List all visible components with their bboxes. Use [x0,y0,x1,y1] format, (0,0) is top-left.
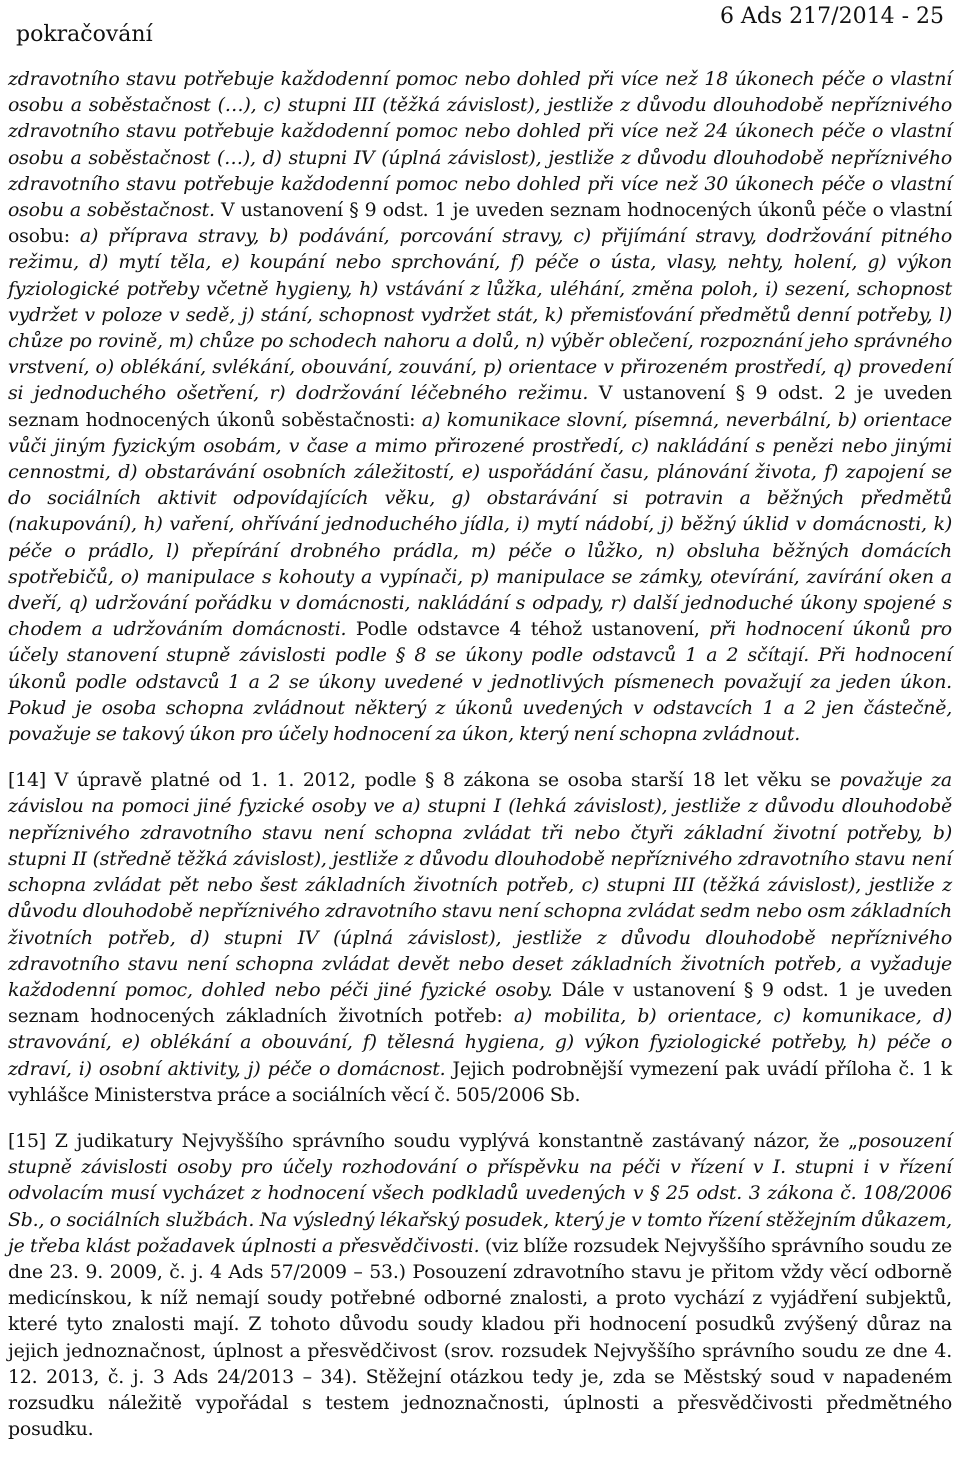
text-segment: V ustanovení § 9 odst. 1 je uveden seznam hodnocených úkonů péče o vlastní osobu: [8,199,952,248]
case-number: 6 Ads 217/2014 - 25 [719,4,944,29]
italic-text-segment: a) mobilita, b) orientace, c) komunikace, d) stravování, e) oblékání a obouvání, f) tělesná hygiena, g) výkon fyziologické potřeby, h) péče o zdraví, i) osobní aktivity, j) péče o domácnost. [8,1005,952,1080]
text-segment [809,644,818,666]
text-segment: Dále v ustanovení § 9 odst. 1 je uveden seznam hodnocených základních životních potřeb: [8,978,952,1028]
text-segment: (viz blíže rozsudek Nejvyššího správního soudu ze dne 23. 9. 2009, č. j. 4 Ads 57/2009 – 53.) Posouzení zdravotního stavu je přitom vždy věcí odborně medicínskou, k níž nemají soudy potřebné odborné znalosti, a proto vychází z vyjádření subjektů, které tyto znalosti mají. Z tohoto důvodu soudy kladou při hodnocení posudků zvýšený důraz na jejich jednoznačnost, úplnost a přesvědčivost (srov. rozsudek Nejvyššího správního soudu ze dne 4. 12. 2013, č. j. 3 Ads 24/2013 – 34). Stěžejní otázkou tedy je, zda se Městský soud v napadeném rozsudku náležitě vypořádal s testem jednoznačnosti, úplnosti a přesvědčivosti předmětného posudku. [8,1234,952,1441]
italic-text-segment: posouzení stupně závislosti osoby pro účely rozhodování o příspěvku na péči v řízení v I. stupni i v řízení odvolacím musí vycházet z hodnocení všech podkladů uvedených v § 25 odst. 3 zákona č. 108/2006 Sb., o sociálních službách. Na výsledný lékařský posudek, který je v tomto řízení stěžejním důkazem, je třeba klást požadavek úplnosti a přesvědčivosti. [8,1129,952,1257]
text-segment: [14] V úpravě platné od 1. 1. 2012, podle § 8 zákona se osoba starší 18 let věku se [8,769,840,792]
page-header [8,0,952,50]
paragraph-15 [8,1128,952,1442]
text-segment: [15] Z judikatury Nejvyššího správního soudu vyplývá konstantně zastávaný názor, že „ [8,1129,858,1152]
continuation-label: pokračování [16,22,153,47]
paragraph-14 [8,767,952,1108]
italic-text-segment: při hodnocení úkonů pro účely stanovení stupně závislosti podle § 8 se úkony podle odstavců 1 a 2 sčítají. [8,618,952,667]
paragraph-continuation [8,66,952,747]
text-segment: Podle odstavce 4 téhož ustanovení, [346,618,710,641]
text-segment: Jejich podrobnější vymezení pak uvádí příloha č. 1 k vyhlášce Ministerstva práce a sociálních věcí č. 505/2006 Sb. [8,1057,952,1106]
italic-text-segment: považuje za závislou na pomoci jiné fyzické osoby ve a) stupni I (lehká závislost), jestliže z důvodu dlouhodobě nepříznivého zdravotního stavu není schopna zvládat tři nebo čtyři základní životní potřeby, b) stupni II (středně těžká závislost), jestliže z důvodu dlouhodobě nepříznivého zdravotního stavu není schopna zvládat pět nebo šest základních životních potřeb, c) stupni III (těžká závislost), jestliže z důvodu dlouhodobě nepříznivého zdravotního stavu není schopna zvládat sedm nebo osm základních životních potřeb, d) stupni IV (úplná závislost), jestliže z důvodu dlouhodobě nepříznivého zdravotního stavu není schopna zvládat devět nebo deset základních životních potřeb, a vyžaduje každodenní pomoc, dohled nebo péči jiné fyzické osoby. [8,769,952,1001]
italic-text-segment: zdravotního stavu potřebuje každodenní pomoc nebo dohled při více než 18 úkonech péče o vlastní osobu a soběstačnost (…), c) stupni III (těžká závislost), jestliže z důvodu dlouhodobě nepříznivého zdravotního stavu potřebuje každodenní pomoc nebo dohled při více než 24 úkonech péče o vlastní osobu a soběstačnost (…), d) stupni IV (úplná závislost), jestliže z důvodu dlouhodobě nepříznivého zdravotního stavu potřebuje každodenní pomoc nebo dohled při více než 30 úkonech péče o vlastní osobu a soběstačnost. [8,68,952,222]
italic-text-segment: a) komunikace slovní, písemná, neverbální, b) orientace vůči jiným fyzickým osobám, v čase a mimo přirozené prostředí, c) nakládání s penězi nebo jinými cennostmi, d) obstarávání osobních záležitostí, e) uspořádání času, plánování života, f) zapojení se do sociálních aktivit odpovídajících věku, g) obstarávání si potravin a běžných předmětů (nakupování), h) vaření, ohřívání jednoduchého jídla, i) mytí nádobí, j) běžný úklid v domácnosti, k) péče o prádlo, l) přepírání drobného prádla, m) péče o lůžko, n) obsluha běžných domácích spotřebičů, o) manipulace s kohouty a vypínači, p) manipulace se zámky, otevírání, zavírání oken a dveří, q) udržování pořádku v domácnosti, nakládání s odpady, r) další jednoduché úkony spojené s chodem a udržováním domácnosti. [8,408,952,641]
italic-text-segment: Pokud je osoba schopna zvládnout některý z úkonů uvedených v odstavcích 1 a 2 jen částečně, považuje se takový úkon pro účely hodnocení za úkon, který není schopna zvládnout. [8,696,952,746]
text-segment: V ustanovení § 9 odst. 2 je uveden seznam hodnocených úkonů soběstačnosti: [8,382,952,431]
italic-text-segment: a) příprava stravy, b) podávání, porcování stravy, c) přijímání stravy, dodržování pitného režimu, d) mytí těla, e) koupání nebo sprchování, f) péče o ústa, vlasy, nehty, holení, g) výkon fyziologické potřeby včetně hygieny, h) vstávání z lůžka, uléhání, změna poloh, i) sezení, schopnost vydržet v poloze v sedě, j) stání, schopnost vydržet stát, k) přemisťování předmětů denní potřeby, l) chůze po rovině, m) chůze po schodech nahoru a dolů, n) výběr oblečení, rozpoznání jeho správného vrstvení, o) oblékání, svlékání, obouvání, zouvání, p) orientace v přirozeném prostředí, q) provedení si jednoduchého ošetření, r) dodržování léčebného režimu. [8,225,952,405]
italic-text-segment: Při hodnocení úkonů podle odstavců 1 a 2 se úkony uvedené v jednotlivých písmenech považují za jeden úkon. [8,644,952,693]
